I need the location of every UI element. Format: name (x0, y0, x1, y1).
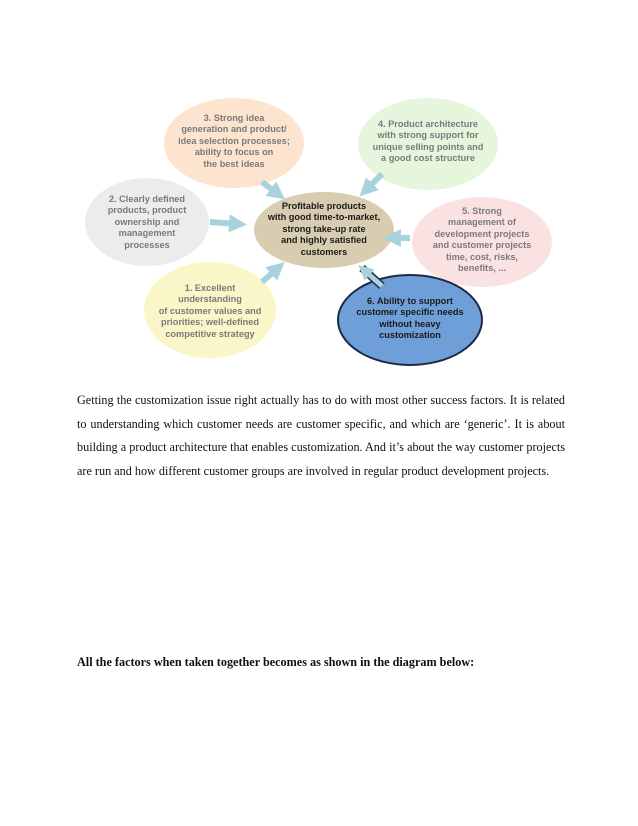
factor-text-2: 2. Clearly defined products, product ownership and management processes (107, 194, 187, 250)
summary-heading: All the factors when taken together becomes as shown in the diagram below: (77, 655, 475, 669)
arrow-1 (262, 268, 278, 282)
diagram-graphics (0, 0, 638, 380)
center-text: Profitable products with good time-to-market, strong take-up rate and highly satisfied customers (267, 201, 381, 257)
arrow-4 (366, 174, 382, 190)
factor-text-6: 6. Ability to support customer specific needs without heavy customization (356, 296, 464, 341)
factor-text-3: 3. Strong idea generation and product/ idea selection processes; ability to focus on the best ideas (178, 113, 290, 169)
factor-text-1: 1. Excellent understanding of customer values and priorities; well-defined competitive strategy (158, 283, 262, 339)
arrow-2 (210, 222, 238, 224)
body-paragraph: Getting the customization issue right actually has to do with most other success factors. It is related to understanding which customer needs are customer specific, and which are ‘generic’. It is about building a product architecture that enables customization. And it’s about the way customer projects are run and how different customer groups are involved in regular product development projects. (77, 393, 565, 478)
factor-text-5: 5. Strong management of development projects and customer projects time, cost, risks, benefits, ... (432, 206, 532, 274)
factor-text-4: 4. Product architecture with strong support for unique selling points and a good cost structure (372, 119, 484, 164)
success-factors-diagram (0, 0, 638, 380)
arrow-3 (262, 182, 278, 194)
